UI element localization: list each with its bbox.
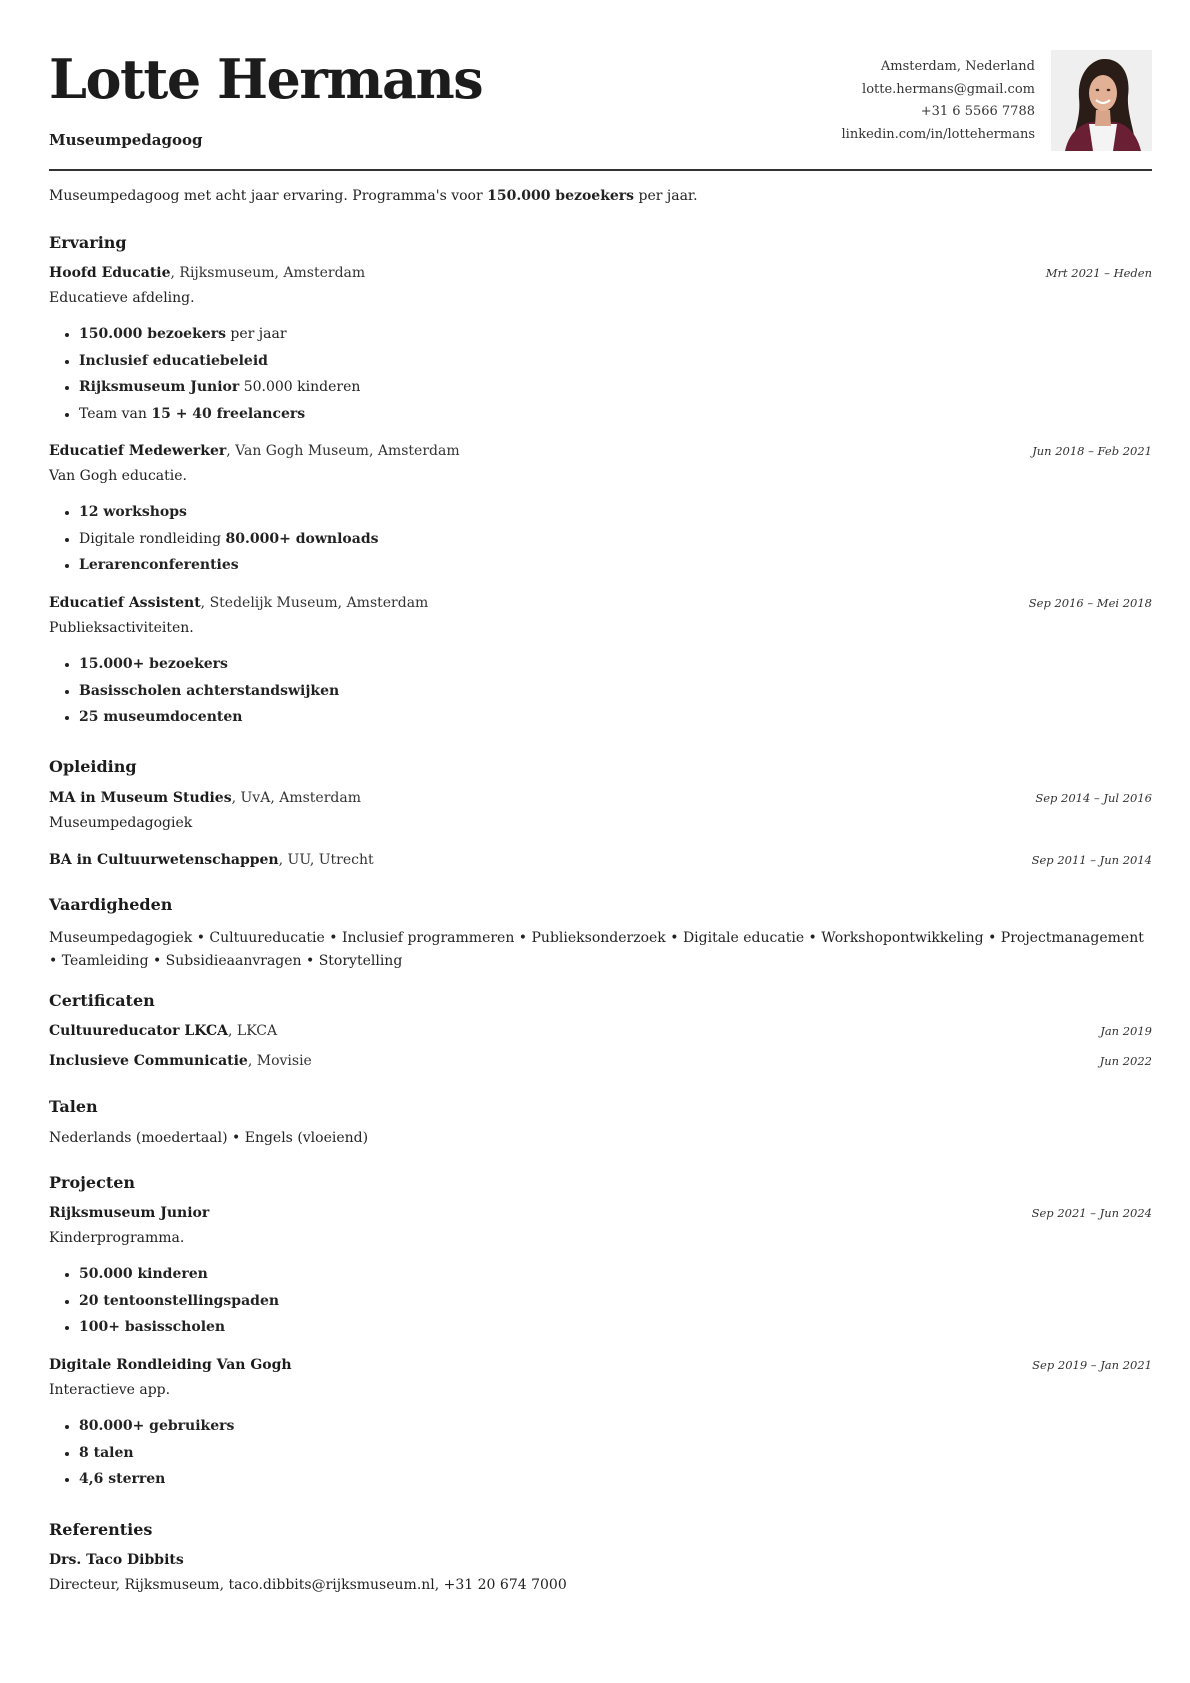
contact-location: Amsterdam, Nederland (880, 59, 1035, 74)
experience-date-1: Mrt 2021 – Heden (1045, 266, 1152, 280)
job-title: Hoofd Educatie (49, 265, 171, 281)
contact-linkedin[interactable]: linkedin.com/in/lottehermans (841, 126, 1035, 142)
reference-name-1: Drs. Taco Dibbits (49, 1552, 184, 1568)
section-heading-experience: Ervaring (49, 233, 127, 252)
contact-phone[interactable]: +31 6 5566 7788 (920, 104, 1035, 119)
project-bullets-1 (49, 1261, 279, 1341)
section-heading-projects: Projecten (49, 1173, 136, 1192)
candidate-role: Museumpedagoog (49, 131, 203, 149)
contact-block (842, 56, 1036, 146)
certificate-title-1: Cultuureducator LKCA, LKCA (49, 1023, 278, 1039)
list-item: • Digitale rondleiding 80.000+ downloads (79, 526, 379, 553)
section-heading-education: Opleiding (49, 757, 137, 776)
certificate-title-2: Inclusieve Communicatie, Movisie (49, 1053, 312, 1069)
summary-text: Museumpedagoog met acht jaar ervaring. Programma's voor (49, 188, 488, 204)
education-date-2: Sep 2011 – Jun 2014 (1031, 853, 1152, 867)
candidate-name: Lotte Hermans (49, 47, 483, 111)
profile-summary (49, 188, 698, 204)
job-title: Educatief Medewerker (49, 443, 227, 459)
summary-text-end: per jaar. (634, 188, 698, 204)
list-item: • Lerarenconferenties (79, 552, 379, 579)
section-heading-languages: Talen (49, 1097, 98, 1116)
skills-list: Museumpedagogiek • Cultuureducatie • Inclusief programmeren • Publieksonderzoek • Digitale educatie • Workshopontwikkeling • Projectmanagement • Teamleiding • Subsidieaanvragen • Storytelling (49, 930, 1144, 969)
project-date-1: Sep 2021 – Jun 2024 (1031, 1206, 1152, 1220)
project-bullets-2 (49, 1413, 234, 1493)
experience-bullets-1 (49, 321, 360, 427)
project-desc-1: Kinderprogramma. (49, 1230, 185, 1246)
list-item: • Rijksmuseum Junior 50.000 kinderen (79, 374, 360, 401)
list-item: • Team van 15 + 40 freelancers (79, 401, 360, 428)
experience-desc-3: Publieksactiviteiten. (49, 620, 194, 636)
project-desc-2: Interactieve app. (49, 1382, 171, 1398)
experience-title-1 (49, 265, 365, 281)
list-item: • 50.000 kinderen (79, 1261, 279, 1288)
education-date-1: Sep 2014 – Jul 2016 (1035, 791, 1152, 805)
project-title-2: Digitale Rondleiding Van Gogh (49, 1357, 292, 1373)
list-item: • Basisscholen achterstandswijken (79, 678, 339, 705)
job-org: , Van Gogh Museum, Amsterdam (226, 443, 460, 459)
header-divider (49, 169, 1152, 171)
list-item: • 8 talen (79, 1440, 234, 1467)
experience-title-3 (49, 595, 428, 611)
education-title-1: MA in Museum Studies, UvA, Amsterdam (49, 790, 361, 806)
list-item: • 15.000+ bezoekers (79, 651, 339, 678)
education-desc-1: Museumpedagogiek (49, 815, 193, 831)
summary-highlight: 150.000 bezoekers (487, 188, 635, 204)
experience-title-2 (49, 443, 460, 459)
profile-photo (1051, 50, 1152, 151)
list-item: • 20 tentoonstellingspaden (79, 1288, 279, 1315)
section-heading-references: Referenties (49, 1520, 153, 1539)
job-org: , Rijksmuseum, Amsterdam (170, 265, 366, 281)
experience-date-2: Jun 2018 – Feb 2021 (1032, 444, 1152, 458)
section-heading-skills: Vaardigheden (49, 895, 173, 914)
list-item: • 25 museumdocenten (79, 704, 339, 731)
resume-page (49, 0, 1152, 1593)
contact-email[interactable]: lotte.hermans@gmail.com (862, 81, 1035, 97)
list-item: • 4,6 sterren (79, 1466, 234, 1493)
experience-date-3: Sep 2016 – Mei 2018 (1028, 596, 1152, 610)
certificate-date-2: Jun 2022 (1099, 1054, 1152, 1068)
list-item: • 100+ basisscholen (79, 1314, 279, 1341)
experience-desc-2: Van Gogh educatie. (49, 468, 187, 484)
list-item: • 150.000 bezoekers per jaar (79, 321, 360, 348)
project-date-2: Sep 2019 – Jan 2021 (1032, 1358, 1152, 1372)
list-item: • 12 workshops (79, 499, 379, 526)
list-item: • Inclusief educatiebeleid (79, 348, 360, 375)
reference-detail-1: Directeur, Rijksmuseum, taco.dibbits@rijksmuseum.nl, +31 20 674 7000 (49, 1577, 567, 1593)
section-heading-certificates: Certificaten (49, 991, 155, 1010)
list-item: • 80.000+ gebruikers (79, 1413, 234, 1440)
profile-photo-image (1051, 50, 1152, 151)
languages-list: Nederlands (moedertaal) • Engels (vloeiend) (49, 1130, 369, 1146)
experience-desc-1: Educatieve afdeling. (49, 290, 195, 306)
certificate-date-1: Jan 2019 (1100, 1024, 1152, 1038)
job-org: , Stedelijk Museum, Amsterdam (200, 595, 429, 611)
job-title: Educatief Assistent (49, 595, 201, 611)
experience-bullets-2 (49, 499, 379, 579)
education-title-2: BA in Cultuurwetenschappen, UU, Utrecht (49, 852, 374, 868)
project-title-1: Rijksmuseum Junior (49, 1205, 210, 1221)
experience-bullets-3 (49, 651, 339, 731)
resume-header (49, 0, 1152, 172)
